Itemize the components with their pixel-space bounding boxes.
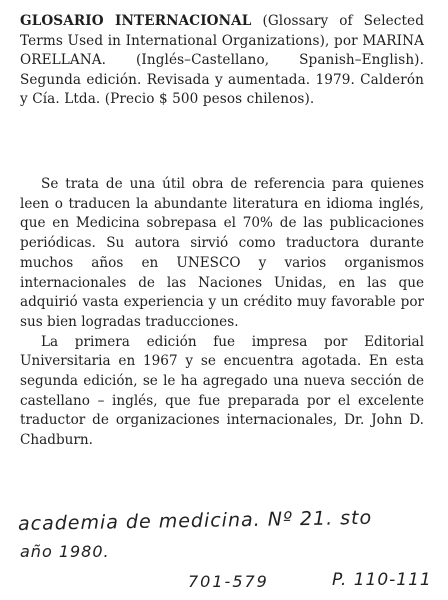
review-text xyxy=(20,175,424,451)
book-details: (Glossary of Selected Terms Used in International Organizations), por MARINA ORELLANA. (Inglés–Castellano, Spanish–English). Segunda edición. Revisada y aumentada. 1979. Calderón y Cía. Ltda. (Precio $ 500 pesos chilenos). xyxy=(20,13,425,108)
book-title: GLOSARIO INTERNACIONAL xyxy=(20,13,252,29)
review-paragraph-2: La primera edición fue impresa por Editorial Universitaria en 1967 y se encuentra agotada. En esta segunda edición, se le ha agregado una nueva sección de castellano – inglés, que fue preparada por el excelente traductor de organizaciones internacionales, Dr. John D. Chadburn. xyxy=(20,333,424,449)
handwritten-source-note: academia de medicina. Nº 21. sto xyxy=(17,506,373,535)
handwritten-year-note: año 1980. xyxy=(20,542,110,561)
handwritten-page-range: P. 110-111 xyxy=(332,570,432,590)
bibliographic-entry xyxy=(20,12,424,110)
handwritten-catalog-code: 701-579 xyxy=(188,572,269,591)
review-paragraph-1: Se trata de una útil obra de referencia para quienes leen o traducen la abundante literatura en idioma inglés, que en Medicina sobrepasa el 70% de las publicaciones periódicas. Su autora sirvió como traductora durante muchos años en UNESCO y varios organismos internacionales de las Naciones Unidas, en las que adquirió vasta experiencia y un crédito muy favorable por sus bien logradas traducciones. xyxy=(20,176,424,330)
